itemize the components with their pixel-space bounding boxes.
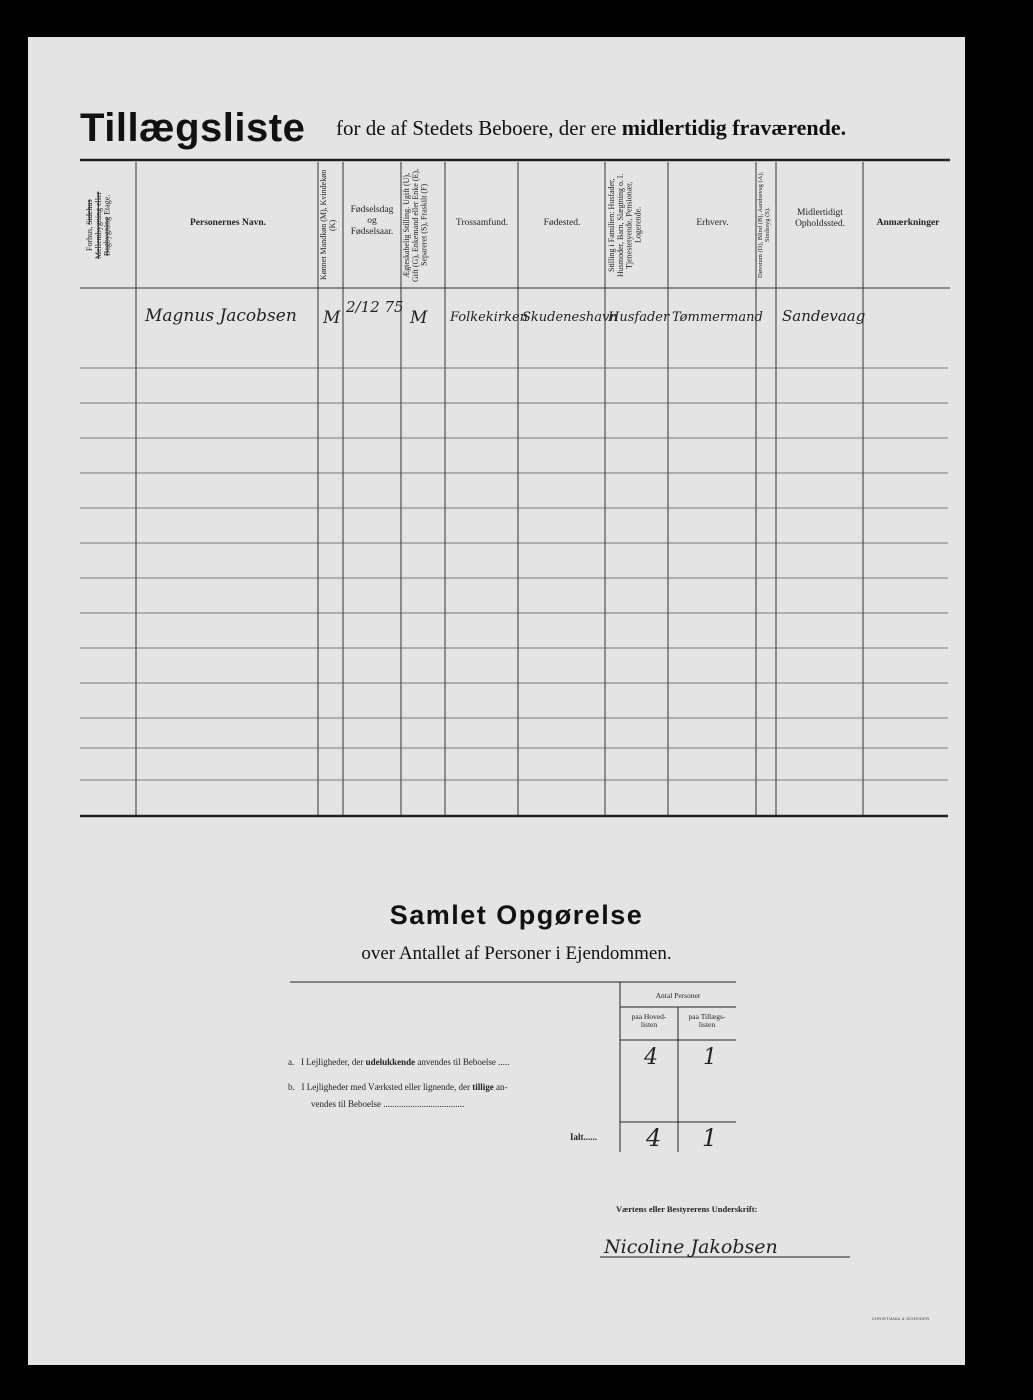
row-b-line2: vendes til Beboelse .................................... xyxy=(311,1099,465,1109)
col-header-birth xyxy=(344,205,400,238)
row-name: Magnus Jacobsen xyxy=(145,306,297,326)
col-tillaeg-l1: paa Tillægs- xyxy=(688,1012,726,1021)
row-b xyxy=(288,1082,508,1092)
row-b-post: an- xyxy=(496,1082,508,1092)
col-header-name: Personernes Navn. xyxy=(190,218,266,228)
col1-bagbygning: Bagbygning xyxy=(102,216,112,256)
row-marital: M xyxy=(410,308,428,328)
ialt-hoved-value: 4 xyxy=(646,1124,662,1152)
col-hoved-l1: paa Hoved- xyxy=(631,1012,667,1021)
subtitle-bold: midlertidig fraværende. xyxy=(621,115,847,140)
birth-line1: Fødselsdag xyxy=(350,205,394,215)
form-title: Tillægsliste xyxy=(80,106,306,150)
row-a-label: a. xyxy=(288,1057,295,1067)
temp-residence-line1: Midlertidigt xyxy=(797,208,843,218)
row-birth: 2/12 75 xyxy=(346,298,404,316)
row-a-pre: I Lejligheder, der xyxy=(301,1057,364,1067)
row-a-hoved-value: 4 xyxy=(644,1045,658,1070)
row-occupation: Tømmermand xyxy=(672,310,763,325)
col-header-religion: Trossamfund. xyxy=(455,218,509,228)
ialt-label: Ialt...... xyxy=(570,1132,597,1142)
row-a-bold: udelukkende xyxy=(365,1057,416,1067)
col-header-birthplace: Fødested. xyxy=(543,218,581,228)
col-header-temp-residence xyxy=(777,208,863,230)
row-family-position: Husfader xyxy=(608,310,670,325)
summary-title: Samlet Opgørelse xyxy=(389,900,644,930)
col-header-disability: Døvstum (D), Blind (B), Aandssvag (A), Sindssyg (S). xyxy=(757,171,772,279)
summary-subtitle: over Antallet af Personer i Ejendommen. xyxy=(361,943,672,964)
row-religion: Folkekirken xyxy=(450,310,529,325)
col-hoved xyxy=(620,1013,678,1030)
col-header-marital: Ægteskabelig Stilling. Ugift (U), Gift (G), Enkemand eller Enke (E), Separeret (S), Fraskilt (F) xyxy=(402,168,429,282)
col1-mellembygning: Mellembygning eller xyxy=(93,191,103,259)
row-b-label: b. xyxy=(288,1082,295,1092)
col-hoved-l2: listen xyxy=(640,1020,658,1030)
row-a xyxy=(288,1057,509,1067)
temp-residence-line2: Opholdssted. xyxy=(795,218,845,229)
antal-header: Antal Personer xyxy=(655,991,701,1000)
subtitle-plain: for de af Stedets Beboere, der ere xyxy=(336,116,617,140)
birth-line3: Fødselsaar. xyxy=(350,226,394,237)
row-b-pre: I Lejligheder med Værksted eller lignende, der xyxy=(301,1082,471,1092)
col-tillaeg xyxy=(678,1013,736,1030)
ialt-tillaeg-value: 1 xyxy=(702,1124,718,1152)
printer-mark: CHRISTIANIA & SCHEIDER. xyxy=(872,1316,931,1321)
col-header-building xyxy=(86,166,130,284)
row-sex: M xyxy=(323,308,341,328)
col-header-remarks: Anmærkninger xyxy=(876,218,940,228)
row-b-bold: tillige xyxy=(472,1082,494,1092)
col-header-occupation: Erhverv. xyxy=(696,218,729,228)
birth-line2: og xyxy=(367,215,377,226)
col-header-family-position: Stilling i Familien: Husfader, Husmoder, Barn, Slægtning o. l. Tjenestetyende, Pensionær, Logerende. xyxy=(607,173,643,277)
col-tillaeg-l2: listen xyxy=(698,1020,716,1030)
signature-name: Nicoline Jakobsen xyxy=(604,1236,778,1258)
row-birthplace: Skudeneshavn xyxy=(522,310,618,325)
col1-etage: Etage. xyxy=(102,194,112,215)
col1-sidehus: Sidehus xyxy=(85,199,94,225)
row-a-post: anvendes til Beboelse ..... xyxy=(417,1057,510,1067)
row-temp-residence: Sandevaag xyxy=(782,307,866,325)
row-a-tillaeg-value: 1 xyxy=(703,1045,717,1070)
signature-label: Værtens eller Bestyrerens Underskrift: xyxy=(616,1204,758,1214)
col1-forhus: Forhus, xyxy=(85,226,94,251)
col-header-sex: Kønnet Mandkøn (M), Kvindekøn (K) xyxy=(319,169,337,281)
